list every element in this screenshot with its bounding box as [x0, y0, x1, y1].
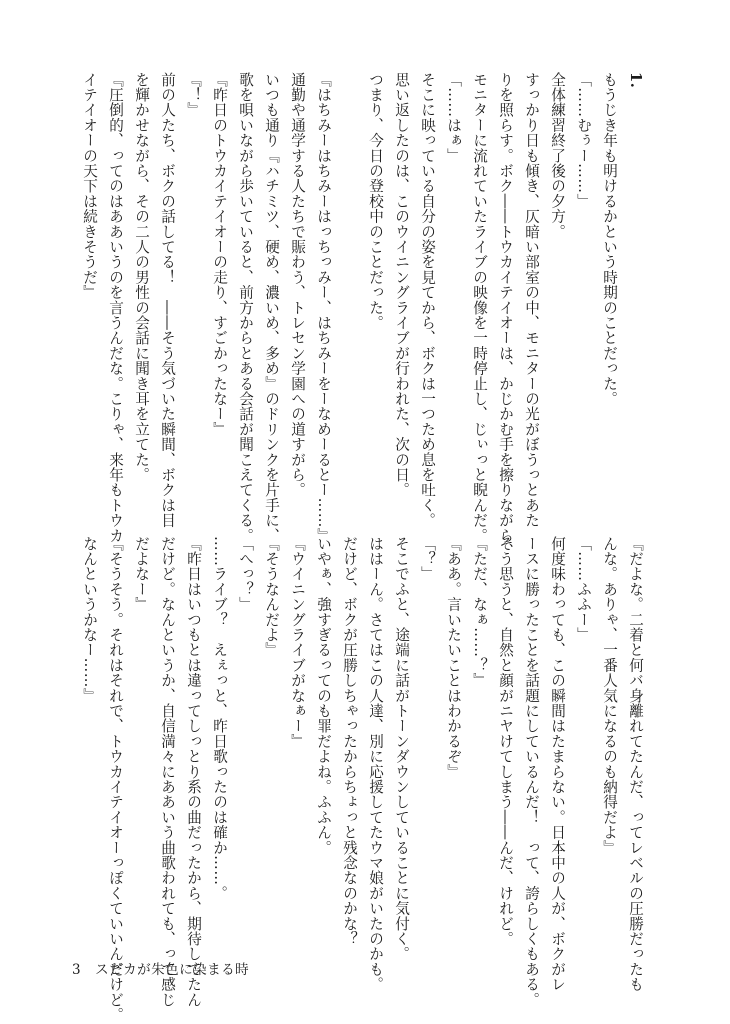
text-line: そこに映っている自分の姿を見てから、ボクは一つため息を吐く。	[419, 72, 436, 528]
text-line: 『ただ、なぁ……？』	[471, 536, 488, 688]
text-line: もうじき年も明けるかという時期のことだった。	[601, 72, 618, 407]
text-line: りを照らす。ボク――トウカイテイオーは、かじかむ手を擦りながら、	[497, 72, 514, 559]
text-line: 「……ふふー」	[575, 536, 592, 643]
text-line: 『はちみーはちみーはっちっみー、はちみーをーなめーるとー……』	[315, 72, 332, 544]
text-line: なんというかなー……』	[81, 536, 98, 704]
text-line: イテイオーの天下は続きそうだ』	[81, 72, 98, 300]
text-line: だよなー』	[133, 536, 150, 612]
text-line: 「……むぅー……」	[575, 72, 592, 209]
blank-line	[336, 72, 362, 502]
text-line: 『そうそう。それはそれで、トウカイテイオーっぽくていいんだけど。	[107, 536, 124, 1023]
text-line: だけど、ボクが圧勝しちゃったからちょっと残念なのかな？	[341, 536, 358, 947]
page-number: 3	[72, 962, 82, 978]
text-line: 思い返したのは、このウイニングライブが行われた、次の日。	[393, 72, 410, 498]
text-line: そこでふと、途端に話がトーンダウンしていることに気付く。	[393, 536, 410, 962]
text-line: 何度味わっても、この瞬間はたまらない。日本中の人が、ボクがレ	[549, 536, 566, 992]
text-line: 前の人たち、ボクの話してる！ ――そう気づいた瞬間、ボクは目	[159, 72, 176, 528]
text-line: ースに勝ったことを話題にしているんだ！ って、誇らしくもある。	[523, 536, 540, 1008]
text-line: 『昨日のトウカイテイオーの走り、すごかったなー』	[211, 72, 228, 437]
text-line: ……ライブ？ えぇっと、昨日歌ったのは確か……。	[211, 536, 228, 901]
text-block-top	[81, 72, 648, 559]
text-line: モニターに流れていたライブの映像を一時停止し、じぃっと睨んだ。	[471, 72, 488, 544]
text-line: 『そうなんだよ』	[263, 536, 280, 658]
text-line: そう思うと、自然と顔がニヤけてしまう――んだ、けれど。	[497, 536, 514, 947]
text-line: いやぁ、強すぎるってのも罪だよね。ふふん。	[315, 536, 332, 856]
text-line: 「……はぁ」	[445, 72, 462, 164]
text-line: いつも通り『ハチミツ、硬め、濃いめ、多め』のドリンクを片手に、	[263, 72, 280, 544]
text-line: 『ウイニングライブがなぁー』	[289, 536, 306, 749]
running-title: スピカが朱色に染まる時	[95, 962, 250, 978]
text-line: んな。ありゃ、一番人気になるのも納得だよ』	[601, 536, 618, 856]
text-line: 歌を唄いながら歩いていると、前方からとある会話が聞こえてくる。	[237, 72, 254, 544]
chapter-number: 1.	[627, 72, 644, 89]
text-line: 『圧倒的、ってのはああいうのを言うんだな。こりゃ、来年もトウカ	[107, 72, 124, 544]
text-line: ははーん。さてはこの人達、別に応援してたウマ娘がいたのかも。	[367, 536, 384, 992]
text-line: 全体練習終了後の夕方。	[549, 72, 566, 240]
text-line: 通勤や通学する人たちで賑わう、トレセン学園への道すがら。	[289, 72, 306, 498]
text-line: を輝かせながら、その二人の男性の会話に聞き耳を立てた。	[133, 72, 150, 483]
text-line: 『昨日はいつもとは違ってしっとり系の曲だったから、期待してたん	[185, 536, 202, 1008]
text-line: 「？」	[419, 536, 436, 582]
text-line: つまり、今日の登校中のことだった。	[367, 72, 384, 331]
page-footer	[72, 958, 249, 978]
text-line: すっかり日も傾き、仄暗い部室の中、モニターの光がぼうっとあた	[523, 72, 540, 528]
text-line: 『だよな。二着と何バ身離れてたんだ、ってレベルの圧勝だったも	[627, 536, 644, 992]
text-line: 「へっ？」	[237, 536, 254, 612]
text-line: 『ああ。言いたいことはわかるぞ』	[445, 536, 462, 780]
text-line: 『！』	[185, 72, 202, 118]
text-line: だけど。なんというか、自信満々にああいう曲歌われても、って感じ	[159, 536, 176, 1008]
